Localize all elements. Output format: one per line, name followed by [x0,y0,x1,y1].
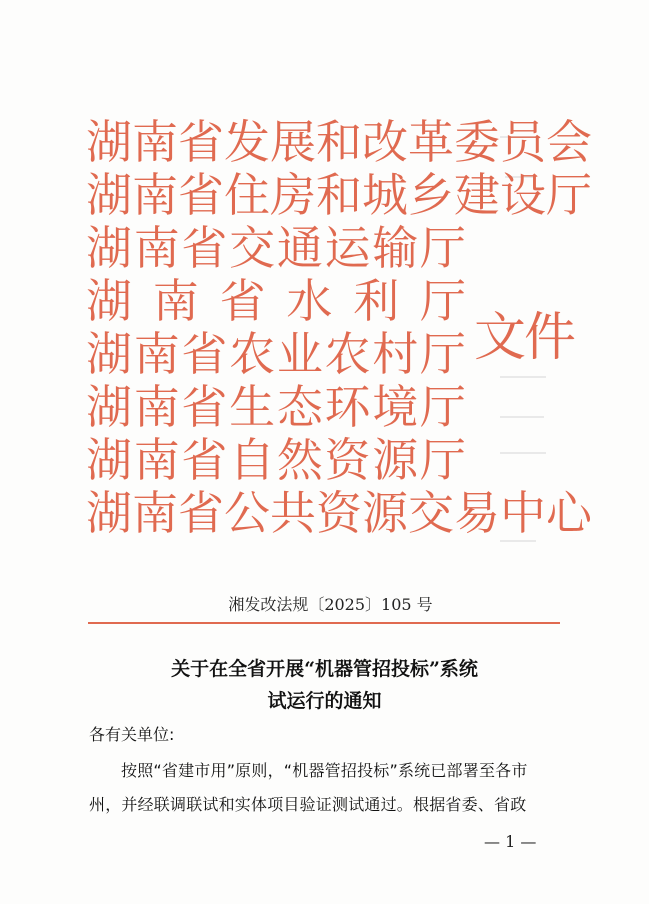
agency-char: 生 [229,380,276,434]
agency-line [86,434,466,487]
agency-char: 住 [224,168,270,222]
agency-char: 发 [224,115,270,169]
agency-char: 厅 [419,380,466,434]
agency-char: 资 [316,486,362,540]
body-text-line: 按照“省建市用”原则，“机器管招投标”系统已部署至各市 [121,761,528,780]
agency-char: 交 [408,486,454,540]
agency-char: 南 [132,168,178,222]
bleed-mark [500,452,546,454]
agency-char: 城 [362,168,408,222]
agency-char: 厅 [419,327,466,381]
agency-char: 展 [270,115,316,169]
agency-char: 南 [133,327,180,381]
agency-char: 湖 [86,168,132,222]
agency-char: 湖 [86,380,132,434]
agency-char: 南 [133,221,180,275]
agency-char: 境 [372,380,419,434]
salutation: 各有关单位: [89,725,175,744]
agency-char: 省 [181,327,228,381]
agency-char: 然 [276,433,323,487]
agency-char: 输 [372,221,419,275]
agency-char: 通 [276,221,323,275]
agency-char: 业 [276,327,323,381]
agency-char: 环 [324,380,371,434]
bleed-mark [500,416,544,418]
agency-char: 南 [152,274,199,328]
body-text-line: 州，并经联调联试和实体项目验证测试通过。根据省委、省政 [89,795,527,814]
agency-char: 房 [270,168,316,222]
agency-line [86,168,592,222]
agency-char: 态 [276,380,323,434]
document-number: 湘发改法规〔2025〕105 号 [228,595,433,614]
agency-char: 省 [178,486,224,540]
agency-char: 心 [546,486,592,540]
agency-char: 农 [229,327,276,381]
agency-char: 易 [454,486,500,540]
agency-char: 厅 [419,274,466,328]
agency-char: 南 [133,380,180,434]
bleed-mark [500,540,536,542]
document-title-line-1: 关于在全省开展“机器管招投标”系统 [171,658,478,680]
agency-char: 厅 [419,433,466,487]
agency-char: 和 [316,115,362,169]
agency-char: 省 [178,168,224,222]
agency-char: 改 [362,115,408,169]
agency-char: 中 [500,486,546,540]
agency-char: 湖 [86,115,132,169]
agency-line [86,381,466,434]
agency-char: 湖 [86,274,132,328]
agency-char: 南 [133,433,180,487]
agency-char: 自 [229,433,276,487]
agency-line [86,275,466,328]
agency-char: 运 [324,221,371,275]
document-title-line-2: 试运行的通知 [267,690,382,712]
agency-char: 湖 [86,327,132,381]
agency-char: 交 [229,221,276,275]
agency-char: 湖 [86,221,132,275]
agency-char: 省 [181,221,228,275]
agency-char: 湖 [86,486,132,540]
agency-line [86,328,466,381]
page-number: — 1 — [484,832,537,851]
agency-char: 委 [454,115,500,169]
agency-char: 利 [353,274,400,328]
agency-char: 村 [372,327,419,381]
agency-line [86,115,592,169]
agency-char: 建 [454,168,500,222]
agency-char: 共 [270,486,316,540]
agency-char: 省 [181,433,228,487]
agency-line [86,486,592,540]
agency-char: 源 [372,433,419,487]
agency-char: 乡 [408,168,454,222]
agency-char: 省 [219,274,266,328]
agency-char: 源 [362,486,408,540]
agency-char: 厅 [546,168,592,222]
agency-char: 设 [500,168,546,222]
agency-char: 和 [316,168,362,222]
agency-char: 厅 [419,221,466,275]
agency-char: 公 [224,486,270,540]
agency-char: 南 [132,486,178,540]
agency-char: 会 [546,115,592,169]
agency-char: 员 [500,115,546,169]
agency-char: 革 [408,115,454,169]
agency-char: 省 [178,115,224,169]
agency-char: 农 [324,327,371,381]
agency-char: 资 [324,433,371,487]
agency-line [86,222,466,275]
bleed-mark [500,376,546,378]
agency-char: 湖 [86,433,132,487]
agency-char: 水 [286,274,333,328]
agency-char: 省 [181,380,228,434]
document-suffix: 文件 [474,308,575,368]
red-divider [88,622,560,624]
agency-char: 南 [132,115,178,169]
